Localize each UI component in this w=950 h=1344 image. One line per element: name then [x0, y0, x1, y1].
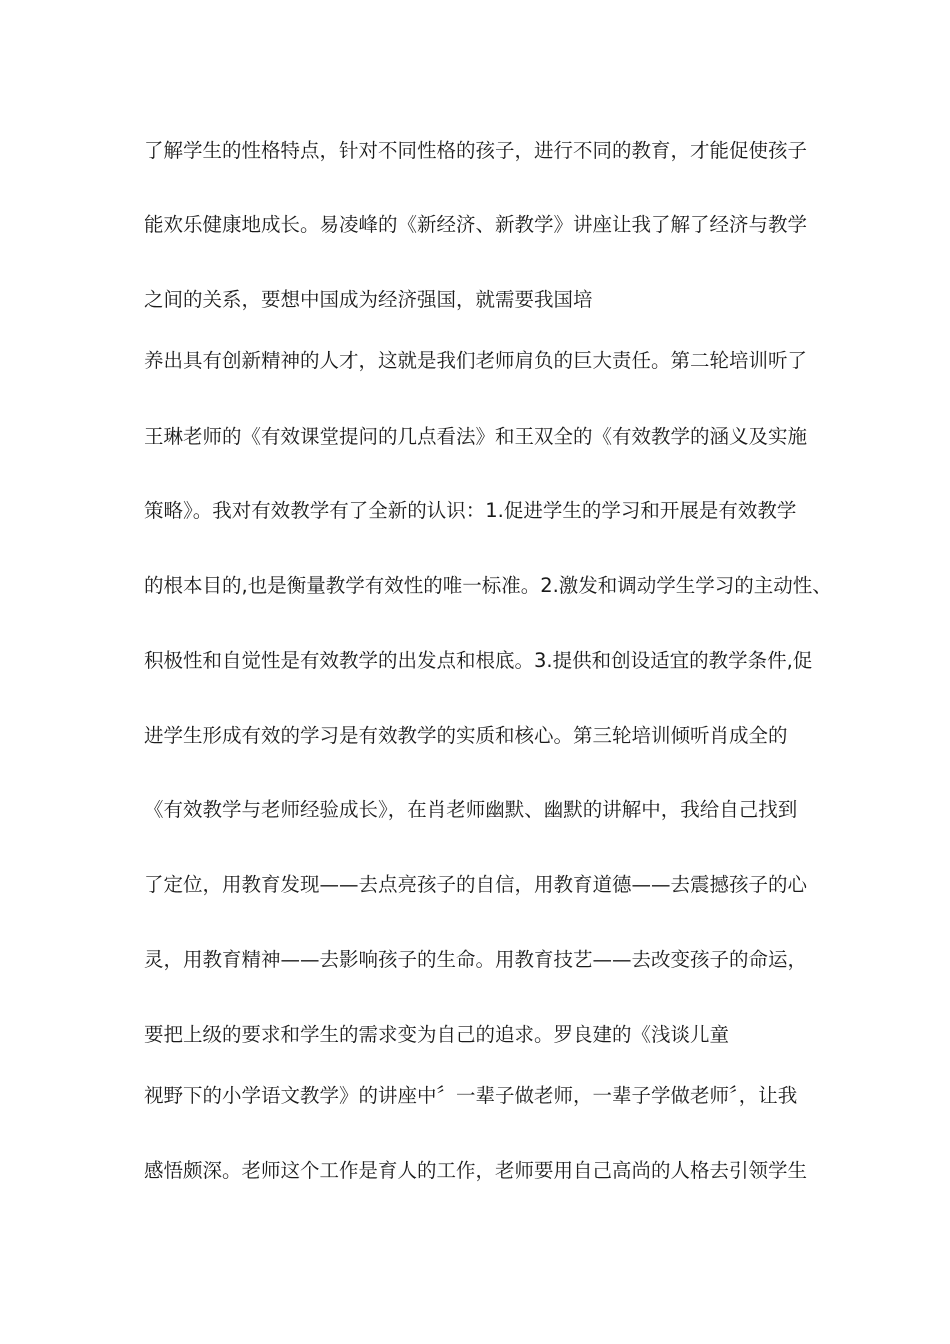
paragraph-line: 了定位，用教育发现——去点亮孩子的自信，用教育道德——去震撼孩子的心 [144, 873, 808, 896]
paragraph-line: 王琳老师的《有效课堂提问的几点看法》和王双全的《有效教学的涵义及实施 [144, 425, 808, 448]
paragraph-line: 了解学生的性格特点，针对不同性格的孩子，进行不同的教育，才能促使孩子 [144, 139, 808, 162]
paragraph-line: 之间的关系，要想中国成为经济强国，就需要我国培 [144, 288, 593, 311]
paragraph-line: 进学生形成有效的学习是有效教学的实质和核心。第三轮培训倾听肖成全的 [144, 724, 788, 747]
paragraph-line: 策略》。我对有效教学有了全新的认识：1.促进学生的学习和开展是有效教学 [144, 499, 797, 522]
paragraph-line: 《有效教学与老师经验成长》，在肖老师幽默、幽默的讲解中，我给自己找到 [144, 798, 798, 821]
paragraph-line: 的根本目的,也是衡量教学有效性的唯一标准。2.激发和调动学生学习的主动性、 [144, 574, 832, 597]
paragraph-line: 灵，用教育精神——去影响孩子的生命。用教育技艺——去改变孩子的命运， [144, 948, 808, 971]
paragraph-line: 积极性和自觉性是有效教学的出发点和根底。3.提供和创设适宜的教学条件,促 [144, 649, 813, 672]
paragraph-line: 养出具有创新精神的人才，这就是我们老师肩负的巨大责任。第二轮培训听了 [144, 349, 808, 372]
paragraph-line: 要把上级的要求和学生的需求变为自己的追求。罗良建的《浅谈儿童 [144, 1023, 730, 1046]
paragraph-line: 能欢乐健康地成长。易凌峰的《新经济、新教学》讲座让我了解了经济与教学 [144, 213, 808, 236]
paragraph-line: 感悟颇深。老师这个工作是育人的工作，老师要用自己高尚的人格去引领学生 [144, 1159, 808, 1182]
paragraph-line: 视野下的小学语文教学》的讲座中〞一辈子做老师，一辈子学做老师〞，让我 [144, 1084, 798, 1107]
